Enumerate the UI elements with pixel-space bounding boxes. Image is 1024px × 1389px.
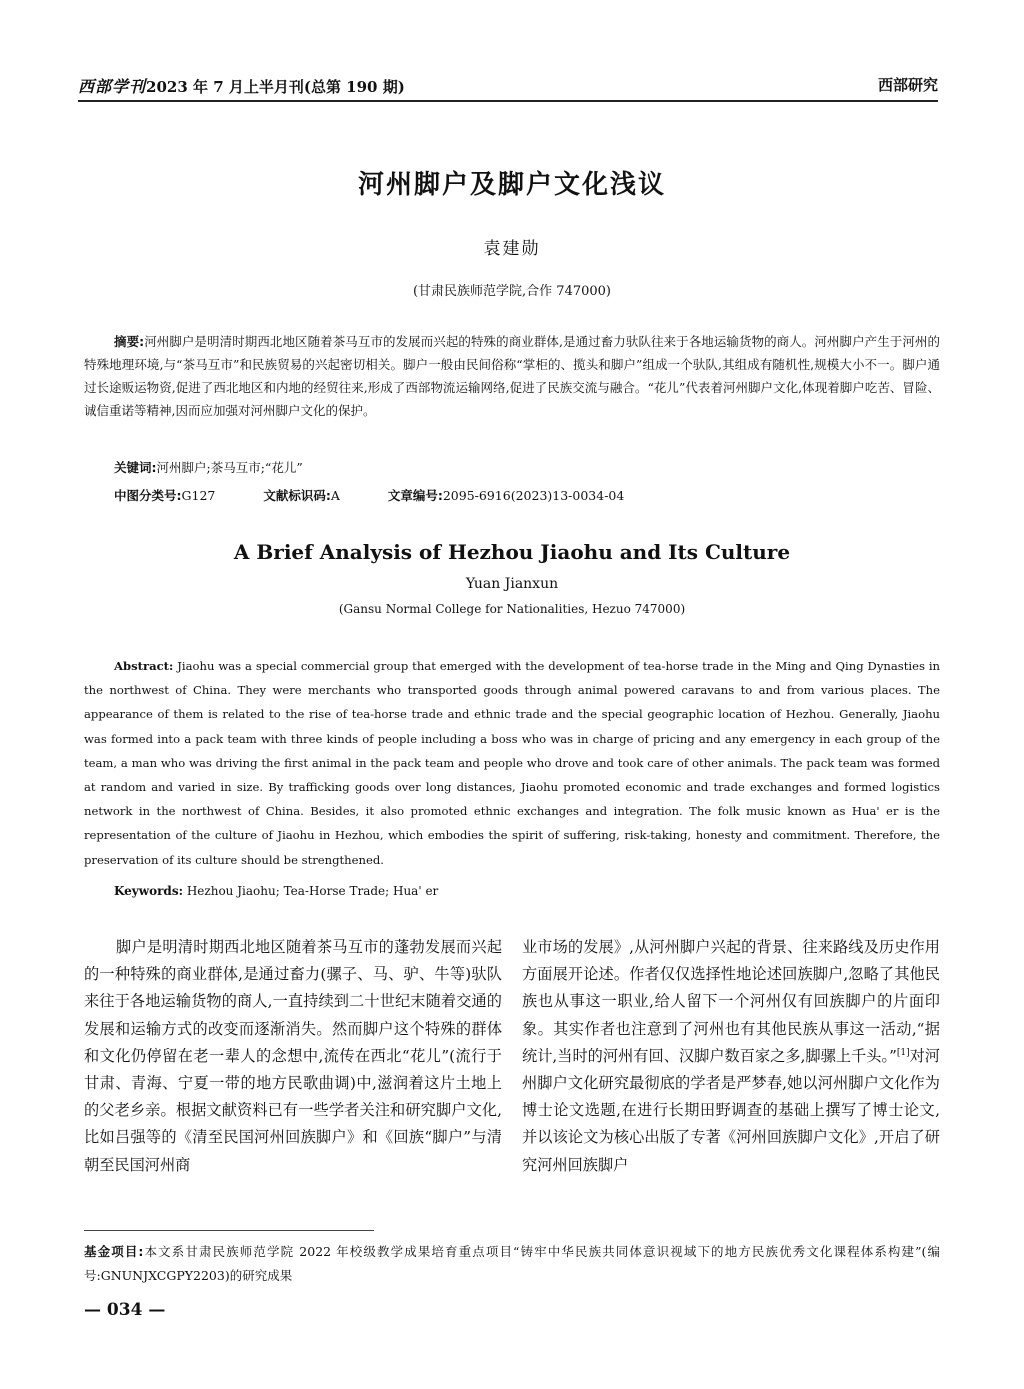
keywords-en (114, 884, 438, 898)
author-en: Yuan Jianxun (465, 576, 559, 592)
author-cn: 袁建勋 (483, 239, 541, 259)
doc-code-item (263, 488, 340, 503)
keywords-cn (114, 458, 303, 476)
article-title-en: A Brief Analysis of Hezhou Jiaohu and Its Culture (233, 540, 791, 564)
abstract-cn (84, 330, 940, 422)
article-meta-cn (114, 486, 668, 504)
article-no-value: 2095-6916(2023)13-0034-04 (442, 488, 625, 503)
affiliation-en: (Gansu Normal College for Nationalities, Hezuo 747000) (338, 602, 686, 616)
footnote-label: 基金项目: (84, 1244, 144, 1259)
abstract-cn-label: 摘要: (114, 334, 145, 349)
abstract-en-text: Jiaohu was a special commercial group that emerged with the development of tea-horse trade in the Ming and Qing Dynasties in the northwest of China. They were merchants who transported goods through animal powered caravans to and from various places. The appearance of them is related to the rise of tea-horse trade and ethnic trade and the special geographic location of Hezhou. Generally, Jiaohu was formed into a pack team with three kinds of people including a boss who was in charge of pricing and any emergency in each group of the team, a man who was driving the first animal in the pack team and people who drove and took care of other animals. The pack team was formed at random and varied in size. By trafficking goods over long distances, Jiaohu promoted economic and trade exchanges and formed logistics network in the northwest of China. Besides, it also promoted ethnic exchanges and integration. The folk music known as Hua' er is the representation of the culture of Jiaohu in Hezhou, which embodies the spirit of suffering, risk-taking, honesty and commitment. Therefore, the preservation of its culture should be strengthened. (84, 659, 940, 867)
funding-footnote (84, 1240, 940, 1288)
header-rule (78, 100, 938, 102)
journal-header (78, 74, 405, 97)
body-right-text-b: 对河州脚户文化研究最彻底的学者是严梦春,她以河州脚户文化作为博士论文选题,在进行长期田野调查的基础上撰写了博士论文,并以该论文为核心出版了专著《河州回族脚户文化》,开启了研究河州回族脚户 (522, 1046, 940, 1174)
article-no-label: 文章编号: (387, 488, 443, 503)
body-column-right (522, 934, 940, 1179)
article-title-cn: 河州脚户及脚户文化浅议 (357, 170, 666, 200)
footnote-text: 本文系甘肃民族师范学院 2022 年校级教学成果培育重点项目“铸牢中华民族共同体意识视域下的地方民族优秀文化课程体系构建”(编号:GNUNJXCGPY2203)的研究成果 (84, 1244, 941, 1283)
footnote-rule (84, 1230, 374, 1231)
keywords-en-text: Hezhou Jiaohu; Tea-Horse Trade; Hua' er (186, 884, 439, 898)
clc-value: G127 (181, 488, 216, 503)
body-right-text-a: 业市场的发展》,从河州脚户兴起的背景、往来路线及历史作用方面展开论述。作者仅仅选择性地论述回族脚户,忽略了其他民族也从事这一职业,给人留下一个河州仅有回族脚户的片面印象。其实作者也注意到了河州也有其他民族从事这一活动,“据统计,当时的河州有回、汉脚户数百家之多,脚骡上千头。” (522, 938, 940, 1065)
doc-code-value: A (330, 488, 340, 503)
section-name: 西部研究 (877, 76, 938, 94)
abstract-en-label: Abstract: (114, 659, 174, 673)
abstract-en (84, 654, 940, 872)
doc-code-label: 文献标识码: (263, 488, 331, 503)
abstract-cn-text: 河州脚户是明清时期西北地区随着茶马互市的发展而兴起的特殊的商业群体,是通过畜力驮队往来于各地运输货物的商人。河州脚户产生于河州的特殊地理环境,与“茶马互市”和民族贸易的兴起密切相关。脚户一般由民间俗称“掌柜的、揽头和脚户”组成一个驮队,其组成有随机性,规模大小不一。脚户通过长途贩运物资,促进了西北地区和内地的经贸往来,形成了西部物流运输网络,促进了民族交流与融合。“花儿”代表着河州脚户文化,体现着脚户吃苦、冒险、诚信重诺等精神,因而应加强对河州脚户文化的保护。 (84, 334, 940, 418)
journal-issue: 2023 年 7 月上半月刊(总第 190 期) (146, 78, 405, 96)
article-no-item (388, 488, 624, 503)
clc-label: 中图分类号: (114, 488, 182, 503)
keywords-en-label: Keywords: (114, 884, 184, 898)
page-number: — 034 — (84, 1300, 166, 1320)
citation-ref: [1] (896, 1047, 910, 1058)
journal-logo: 西部学刊 (78, 77, 147, 96)
body-column-left: 脚户是明清时期西北地区随着茶马互市的蓬勃发展而兴起的一种特殊的商业群体,是通过畜力(骡子、马、驴、牛等)驮队来往于各地运输货物的商人,一直持续到二十世纪末随着交通的发展和运输方式的改变而逐渐消失。然而脚户这个特殊的群体和文化仍停留在老一辈人的念想中,流传在西北“花儿”(流行于甘肃、青海、宁夏一带的地方民歌曲调)中,滋润着这片土地上的父老乡亲。根据文献资料已有一些学者关注和研究脚户文化,比如吕强等的《清至民国河州回族脚户》和《回族“脚户”与清朝至民国河州商 (84, 938, 502, 1174)
keywords-cn-text: 河州脚户;茶马互市;“花儿” (156, 460, 303, 475)
clc-item (114, 488, 215, 503)
affiliation-cn: (甘肃民族师范学院,合作 747000) (412, 284, 612, 299)
keywords-cn-label: 关键词: (114, 460, 157, 475)
